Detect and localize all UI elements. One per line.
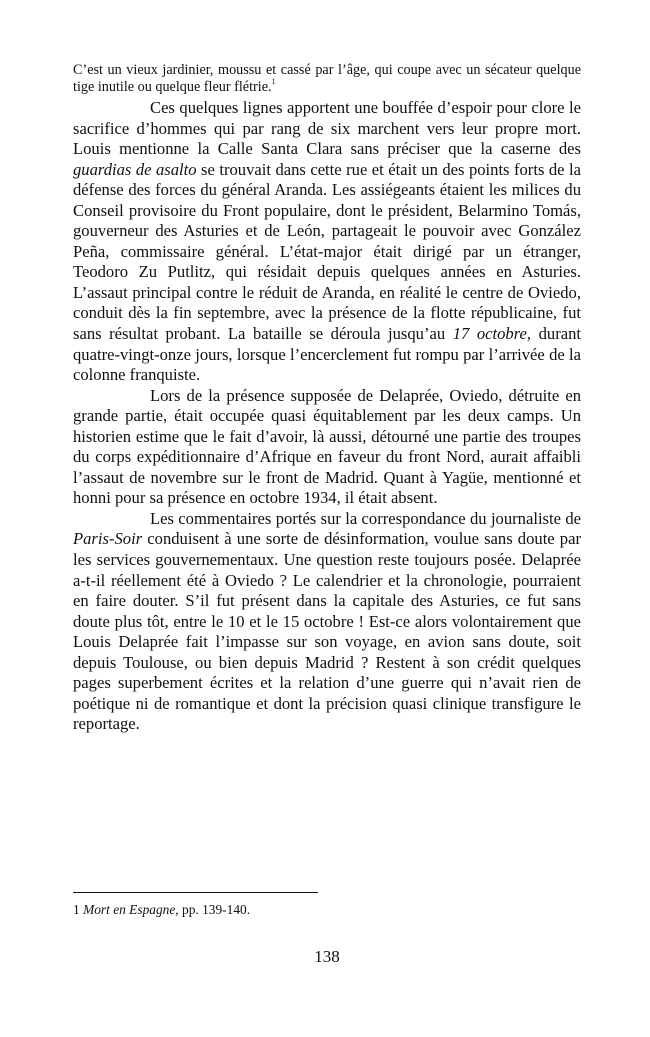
footnote: [73, 902, 250, 918]
text-segment: durant quatre-vingt-onze jours, lorsque l’encerclement fut rompu par l’arrivée de la colonne franquiste.: [73, 324, 581, 385]
text-segment: Les commentaires portés sur la correspondance du journaliste de: [150, 508, 581, 528]
body-text: [73, 98, 581, 735]
text-segment: conduisent à une sorte de désinformation, voulue sans doute par les services gouvernementaux. Une question reste toujours posée. Delaprée a-t-il réellement été à Oviedo ? Le calendrier et la chronologie, pourraient en faire douter. S’il fut présent dans la capitale des Asturies, ce fut sans doute plus tôt, entre le 10 et le 15 octobre ! Est-ce alors volontairement que Louis Delaprée fait l’impasse sur son voyage, en avion sans doute, soit depuis Toulouse, ou bien depuis Madrid ? Restent à son crédit quelques pages superbement écrites et la relation d’une guerre qui n’avait rien de poétique ni de romantique et dont la précision quasi clinique transfigure le reportage.: [73, 529, 581, 734]
page-number: 138: [314, 947, 340, 966]
quote-text: C’est un vieux jardinier, moussu et cassé par l’âge, qui coupe avec un sécateur quelque tige inutile ou quelque fleur flétrie.: [73, 62, 581, 95]
footnote-reference: 1: [271, 77, 276, 86]
italic-term-guardias: guardias de asalto: [73, 159, 197, 179]
footnote-separator: [73, 892, 318, 893]
block-quote: [73, 62, 581, 96]
text-segment: Lors de la présence supposée de Delaprée, Oviedo, détruite en grande partie, était occupée quasi équitablement par les deux camps. Un historien estime que le fait d’avoir, là aussi, détourné une partie des troupes du corps expéditionnaire d’Afrique en faveur du front Nord, aurait affaibli l’assaut de novembre sur le front de Madrid. Quant à Yagüe, mentionné et honni pour sa présence en octobre 1934, il était absent.: [73, 385, 581, 508]
paragraph-3: [73, 509, 581, 735]
italic-newspaper-title: Paris-Soir: [73, 529, 143, 549]
paragraph-1: [73, 98, 581, 386]
italic-date: 17 octobre,: [452, 324, 532, 344]
paragraph-2: [73, 386, 581, 509]
text-segment: se trouvait dans cette rue et était un des points forts de la défense des forces du général Aranda. Les assiégeants étaient les milices du Conseil provisoire du Front populaire, dont le président, Belarmino Tomás, gouverneur des Asturies et de León, partageait le pouvoir avec González Peña, commissaire général. L’état-major était dirigé par un étranger, Teodoro Zu Putlitz, qui résidait depuis quelques années en Asturies. L’assaut principal contre le réduit de Aranda, en réalité le centre de Oviedo, conduit dès la fin septembre, avec la présence de la flotte républicaine, fut sans résultat probant. La bataille se déroula jusqu’au: [73, 159, 581, 344]
footnote-number: 1: [73, 902, 80, 917]
footnote-pages: , pp. 139-140.: [175, 902, 251, 917]
footnote-book-title: Mort en Espagne: [83, 902, 176, 917]
text-segment: Ces quelques lignes apportent une bouffée d’espoir pour clore le sacrifice d’hommes qui par rang de six marchent vers leur propre mort. Louis mentionne la Calle Santa Clara sans préciser que la caserne des: [73, 98, 581, 159]
